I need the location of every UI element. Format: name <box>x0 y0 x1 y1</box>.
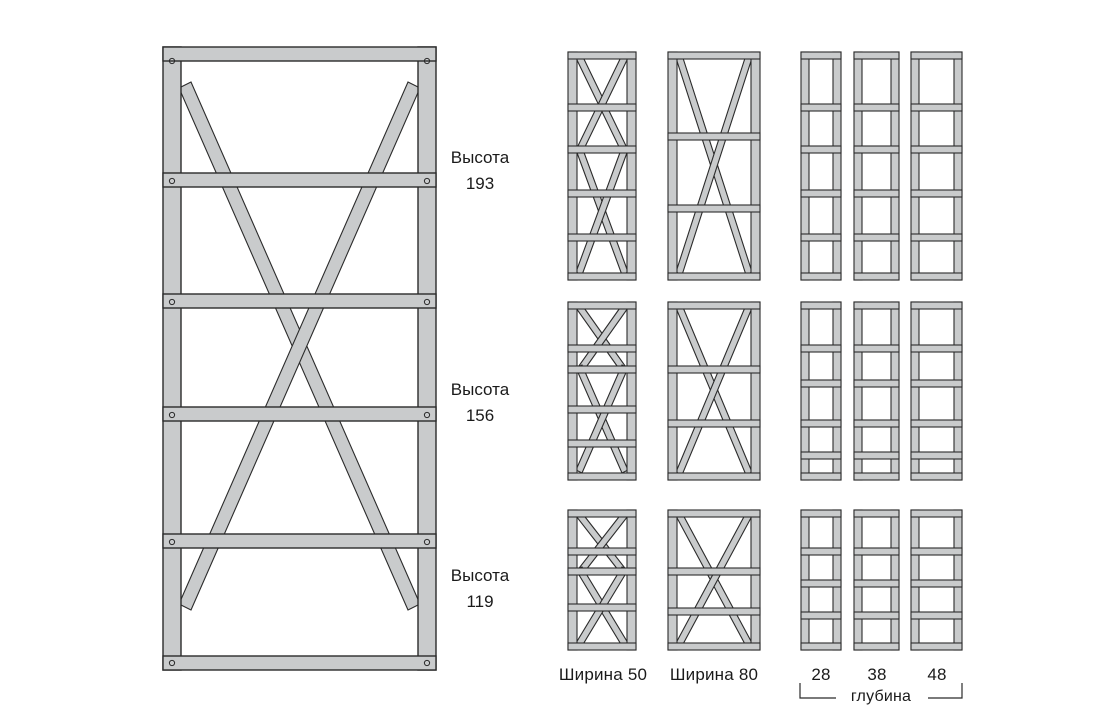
column-label-depth-38: 38 <box>867 665 887 684</box>
column-label-depth-28: 28 <box>811 665 831 684</box>
shelf-d28-h193 <box>801 52 841 280</box>
shelf-w50-h193 <box>568 52 636 280</box>
shelf-w80-h193 <box>668 52 760 280</box>
row-label-height-156-name: Высота <box>450 380 510 399</box>
large-shelf-board <box>163 534 436 548</box>
row-label-height-119 <box>420 563 540 615</box>
shelf-w80-h156 <box>668 302 760 480</box>
large-shelf-board <box>163 173 436 187</box>
large-shelf-left-post <box>163 47 181 670</box>
shelf-d28-h156 <box>801 302 841 480</box>
large-shelf-board <box>163 656 436 670</box>
column-label-depth-48: 48 <box>927 665 947 684</box>
shelf-d48-h193 <box>911 52 962 280</box>
row-label-height-119-value: 119 <box>466 592 494 611</box>
row-label-height-119-name: Высота <box>450 566 510 585</box>
shelf-d38-h156 <box>854 302 899 480</box>
row-label-height-156 <box>420 377 540 429</box>
large-shelf-board <box>163 47 436 61</box>
row-label-height-193-name: Высота <box>450 148 510 167</box>
large-shelf-board <box>163 294 436 308</box>
column-label-width-50: Ширина 50 <box>558 665 648 684</box>
large-shelf-diagonal-braces <box>179 82 420 610</box>
shelf-w50-h156 <box>568 302 636 480</box>
shelf-w50-h119 <box>568 510 636 650</box>
large-shelf-front-view <box>163 47 436 670</box>
row-label-height-156-value: 156 <box>465 406 495 425</box>
depth-caption: глубина <box>850 688 912 705</box>
shelf-w80-h119 <box>668 510 760 650</box>
shelf-d38-h119 <box>854 510 899 650</box>
row-label-height-193-value: 193 <box>465 174 495 193</box>
row-label-height-193 <box>420 145 540 197</box>
shelf-d28-h119 <box>801 510 841 650</box>
shelf-d38-h193 <box>854 52 899 280</box>
shelf-d48-h119 <box>911 510 962 650</box>
column-label-width-80: Ширина 80 <box>669 665 759 684</box>
shelf-d48-h156 <box>911 302 962 480</box>
large-shelf-board <box>163 407 436 421</box>
